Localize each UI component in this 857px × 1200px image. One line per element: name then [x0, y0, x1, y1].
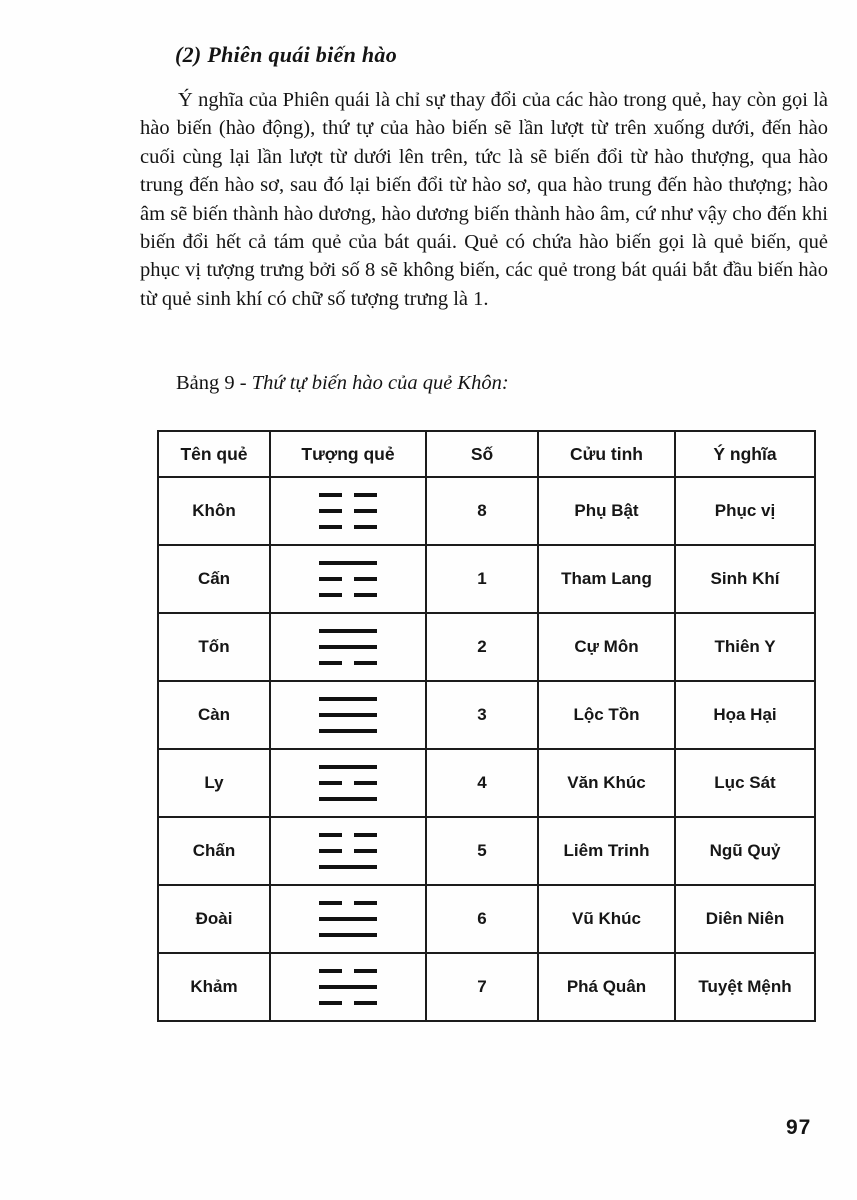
trigram [319, 561, 377, 597]
cell-y-nghia: Sinh Khí [675, 545, 815, 613]
trigram-yang-line [319, 985, 377, 989]
cell-tuong-que [270, 545, 426, 613]
cell-so: 2 [426, 613, 538, 681]
cell-cuu-tinh: Liêm Trinh [538, 817, 675, 885]
cell-y-nghia: Phục vị [675, 477, 815, 545]
cell-so: 3 [426, 681, 538, 749]
trigram-yang-line [319, 729, 377, 733]
cell-tuong-que [270, 953, 426, 1021]
header-cuu-tinh: Cửu tinh [538, 431, 675, 477]
cell-ten-que: Khôn [158, 477, 270, 545]
bang-9-table [157, 430, 816, 1022]
cell-so: 4 [426, 749, 538, 817]
cell-so: 8 [426, 477, 538, 545]
cell-y-nghia: Tuyệt Mệnh [675, 953, 815, 1021]
table-body [158, 477, 815, 1021]
table-row [158, 749, 815, 817]
table-row [158, 477, 815, 545]
trigram [319, 833, 377, 869]
table-row [158, 885, 815, 953]
table-caption-label: Bảng 9 - [176, 372, 252, 394]
trigram [319, 629, 377, 665]
trigram-yin-line [319, 577, 377, 581]
header-ten-que: Tên quẻ [158, 431, 270, 477]
cell-cuu-tinh: Văn Khúc [538, 749, 675, 817]
trigram-yang-line [319, 629, 377, 633]
cell-tuong-que [270, 613, 426, 681]
cell-ten-que: Ly [158, 749, 270, 817]
cell-cuu-tinh: Lộc Tồn [538, 681, 675, 749]
table-row [158, 613, 815, 681]
trigram-yin-line [319, 593, 377, 597]
trigram-yin-line [319, 969, 377, 973]
table-header [158, 431, 815, 477]
trigram-yang-line [319, 697, 377, 701]
table-row [158, 953, 815, 1021]
header-y-nghia: Ý nghĩa [675, 431, 815, 477]
cell-so: 1 [426, 545, 538, 613]
page-number: 97 [786, 1116, 812, 1139]
trigram-yin-line [319, 493, 377, 497]
trigram [319, 901, 377, 937]
table-caption-title: Thứ tự biến hào của quẻ Khôn: [251, 372, 509, 394]
trigram [319, 765, 377, 801]
cell-tuong-que [270, 817, 426, 885]
trigram-yang-line [319, 561, 377, 565]
trigram-yin-line [319, 849, 377, 853]
cell-ten-que: Cấn [158, 545, 270, 613]
cell-ten-que: Khảm [158, 953, 270, 1021]
trigram-yang-line [319, 917, 377, 921]
cell-cuu-tinh: Vũ Khúc [538, 885, 675, 953]
cell-y-nghia: Họa Hại [675, 681, 815, 749]
header-tuong-que: Tượng quẻ [270, 431, 426, 477]
trigram-yin-line [319, 833, 377, 837]
cell-ten-que: Tốn [158, 613, 270, 681]
cell-cuu-tinh: Phụ Bật [538, 477, 675, 545]
section-heading: (2) Phiên quái biến hào [175, 42, 398, 67]
cell-ten-que: Chấn [158, 817, 270, 885]
trigram-yang-line [319, 865, 377, 869]
trigram-yang-line [319, 797, 377, 801]
trigram-yang-line [319, 645, 377, 649]
cell-so: 6 [426, 885, 538, 953]
cell-tuong-que [270, 885, 426, 953]
header-so: Số [426, 431, 538, 477]
trigram-yin-line [319, 781, 377, 785]
cell-cuu-tinh: Tham Lang [538, 545, 675, 613]
trigram [319, 697, 377, 733]
body-paragraph: Ý nghĩa của Phiên quái là chỉ sự thay đổi của các hào trong quẻ, hay còn gọi là hào biến (hào động), thứ tự của hào biến sẽ lần lượt từ trên xuống dưới, đến hào cuối cùng lại lần lượt từ dưới lên trên, tức là sẽ biến đổi từ hào thượng, qua hào trung đến hào sơ, sau đó lại biến đổi từ hào sơ, qua hào trung đến hào thượng; hào âm sẽ biến thành hào dương, hào dương biến thành hào âm, cứ như vậy cho đến khi biến đổi hết cả tám quẻ của bát quái. Quẻ có chứa hào biến gọi là quẻ biến, quẻ phục vị tượng trưng bởi số 8 sẽ không biến, các quẻ trong bát quái bắt đầu biến hào từ quẻ sinh khí có chữ số tượng trưng là 1. [140, 89, 828, 310]
cell-so: 7 [426, 953, 538, 1021]
cell-ten-que: Càn [158, 681, 270, 749]
table-header-row [158, 431, 815, 477]
cell-tuong-que [270, 749, 426, 817]
trigram [319, 969, 377, 1005]
trigram-yin-line [319, 1001, 377, 1005]
cell-tuong-que [270, 681, 426, 749]
cell-cuu-tinh: Phá Quân [538, 953, 675, 1021]
cell-cuu-tinh: Cự Môn [538, 613, 675, 681]
trigram [319, 493, 377, 529]
table-caption [176, 372, 509, 395]
cell-tuong-que [270, 477, 426, 545]
trigram-yang-line [319, 765, 377, 769]
trigram-yang-line [319, 933, 377, 937]
trigram-yang-line [319, 713, 377, 717]
trigram-yin-line [319, 509, 377, 513]
cell-y-nghia: Diên Niên [675, 885, 815, 953]
cell-y-nghia: Ngũ Quỷ [675, 817, 815, 885]
table-row [158, 545, 815, 613]
trigram-yin-line [319, 525, 377, 529]
cell-ten-que: Đoài [158, 885, 270, 953]
cell-so: 5 [426, 817, 538, 885]
table-row [158, 681, 815, 749]
cell-y-nghia: Lục Sát [675, 749, 815, 817]
table-row [158, 817, 815, 885]
trigram-yin-line [319, 901, 377, 905]
cell-y-nghia: Thiên Y [675, 613, 815, 681]
trigram-yin-line [319, 661, 377, 665]
